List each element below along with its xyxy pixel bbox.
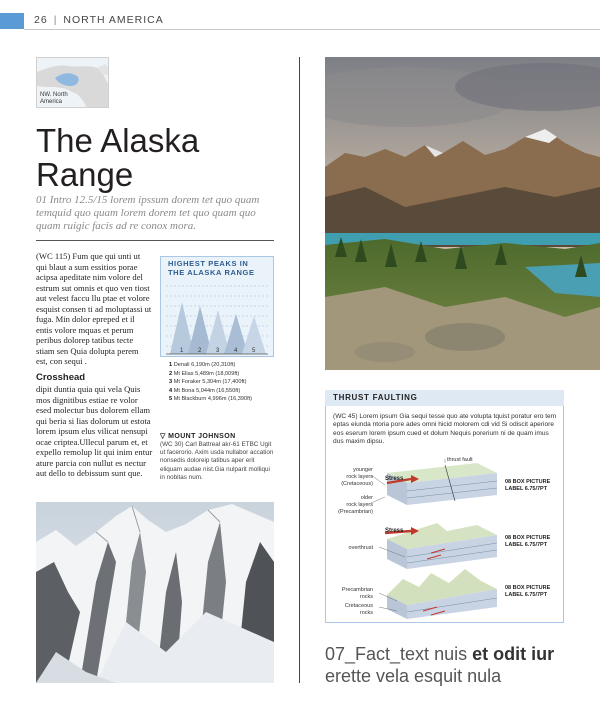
picture-label-3a: 08 BOX PICTURE <box>505 585 551 591</box>
body-paragraph-1: (WC 115) Fum que qui unti ut qui blaut a sum essitios porae acipsa apeditate nim volore del estrum sut omnis et quo ven tiost aut velest faccu llu ptae et volore esquist consen ti ad moluptassi ut fuga. Min dolor epreped et il entis volore mquas et perum peribus dolorep tatibus tecte stiam sen Quia dolupta perem est, con sequi . <box>36 251 152 366</box>
label-older-2: rock layers <box>346 502 373 508</box>
label-stress-1: Stress <box>385 476 404 482</box>
label-overthrust: overthrust <box>348 545 373 551</box>
peaks-list <box>169 361 252 404</box>
block-1 <box>387 463 497 505</box>
label-precambrian-1: Precambrian <box>341 587 373 593</box>
snowy-mountain-image <box>36 502 274 683</box>
landscape-photo <box>325 57 600 370</box>
label-older-1: older <box>360 495 373 501</box>
peak-item: 3 Mt Foraker 5,304m (17,400ft) <box>169 379 247 386</box>
peak-item: 4 Mt Bona 5,044m (16,550ft) <box>169 387 241 394</box>
highest-peaks-title: HIGHEST PEAKS IN THE ALASKA RANGE <box>168 259 255 277</box>
body-paragraph-2: dipit duntia quia qui vela Quis mos dignitibus estiae re volor esed molectur bus dolorem ellam qui beria si lias dolorum ut estota lorem ipsum elus vilicat nensupi ocae criptea.Ullecul parum et, et expello remolup lit qui inim entur ature parcia con nullut es nectur aut dello to debissum sunt que. <box>36 384 153 478</box>
picture-label-3b: LABEL 6.75/7PT <box>505 592 548 598</box>
column-divider <box>299 57 300 683</box>
thrust-faulting-body: (WC 45) Lorem ipsum Gia sequi tesse quo ate volupta tquist poratur ero tem eptas eiunda ntoria pore ades omni hicid molorem cdi vid Si odiscit aperiore eos eserum lorem ipsum cued et dolum Nequis porerium ni de quam imus dus maxim dipsu. <box>333 413 557 446</box>
peak-marker-1: 1 <box>180 348 184 354</box>
label-thrust-fault: thrust fault <box>447 457 473 463</box>
peak-item: 2 Mt Elias 5,489m (18,009ft) <box>169 370 240 377</box>
peak-item: 5 Mt Blackburn 4,996m (16,390ft) <box>169 396 253 403</box>
label-younger-2: rock layers <box>346 474 373 480</box>
header-rule <box>24 29 600 30</box>
block-3 <box>387 569 497 619</box>
peak-marker-4: 4 <box>234 348 238 354</box>
label-older-3: (Precambrian) <box>338 509 373 515</box>
crosshead: Crosshead <box>36 372 86 383</box>
section-color-tab <box>0 13 24 29</box>
intro-rule <box>36 240 274 241</box>
label-younger-1: younger <box>353 467 373 473</box>
mountain-lake-image <box>325 57 600 370</box>
intro-text: 01 Intro 12.5/15 lorem ipssum dorem tet quo quam temquid quo quam lorem dorem tet quo quam quo quam ruigic facis ad re conox mora. <box>36 194 260 232</box>
picture-label-2a: 08 BOX PICTURE <box>505 535 551 541</box>
section-name: NORTH AMERICA <box>63 14 164 26</box>
thrust-fault-diagram <box>327 455 563 621</box>
mount-johnson-caption-body: (WC 30) Carl Battreal akr-61 ETBC Ugit ut facerorio. Axim usda nullabor accation nonsedis doloreip tatibus aper erit eliquam audae nist.Gia nulparit molliqui in nobitas num. <box>160 441 274 481</box>
page-number: 26 <box>34 14 48 26</box>
page-title: The Alaska Range <box>36 122 200 193</box>
label-younger-3: (Cretaceous) <box>341 481 373 487</box>
thrust-faulting-title: THRUST FAULTING <box>333 393 418 402</box>
running-header: 26 | NORTH AMERICA <box>34 14 164 26</box>
mount-johnson-caption-title: ▽ MOUNT JOHNSON <box>160 433 236 440</box>
peak-marker-3: 3 <box>216 348 220 354</box>
label-cretaceous-2: rocks <box>359 610 373 616</box>
picture-label-2b: LABEL 6.75/7PT <box>505 542 548 548</box>
label-precambrian-2: rocks <box>359 594 373 600</box>
label-cretaceous-1: Cretaceous <box>344 603 373 609</box>
peaks-diagram <box>162 280 272 356</box>
picture-label-1b: LABEL 6.75/7PT <box>505 486 548 492</box>
snowy-mountain-photo <box>36 502 274 683</box>
locator-map-label: NW. North America <box>40 92 68 105</box>
peak-marker-5: 5 <box>252 348 256 354</box>
peak-item: 1 Denali 6,190m (20,310ft) <box>169 362 236 368</box>
peak-marker-2: 2 <box>198 348 202 354</box>
fact-text: 07_Fact_text nuis et odit iur erette vela esquit nula <box>325 644 555 686</box>
label-stress-2: Stress <box>385 528 404 534</box>
picture-label-1a: 08 BOX PICTURE <box>505 479 551 485</box>
